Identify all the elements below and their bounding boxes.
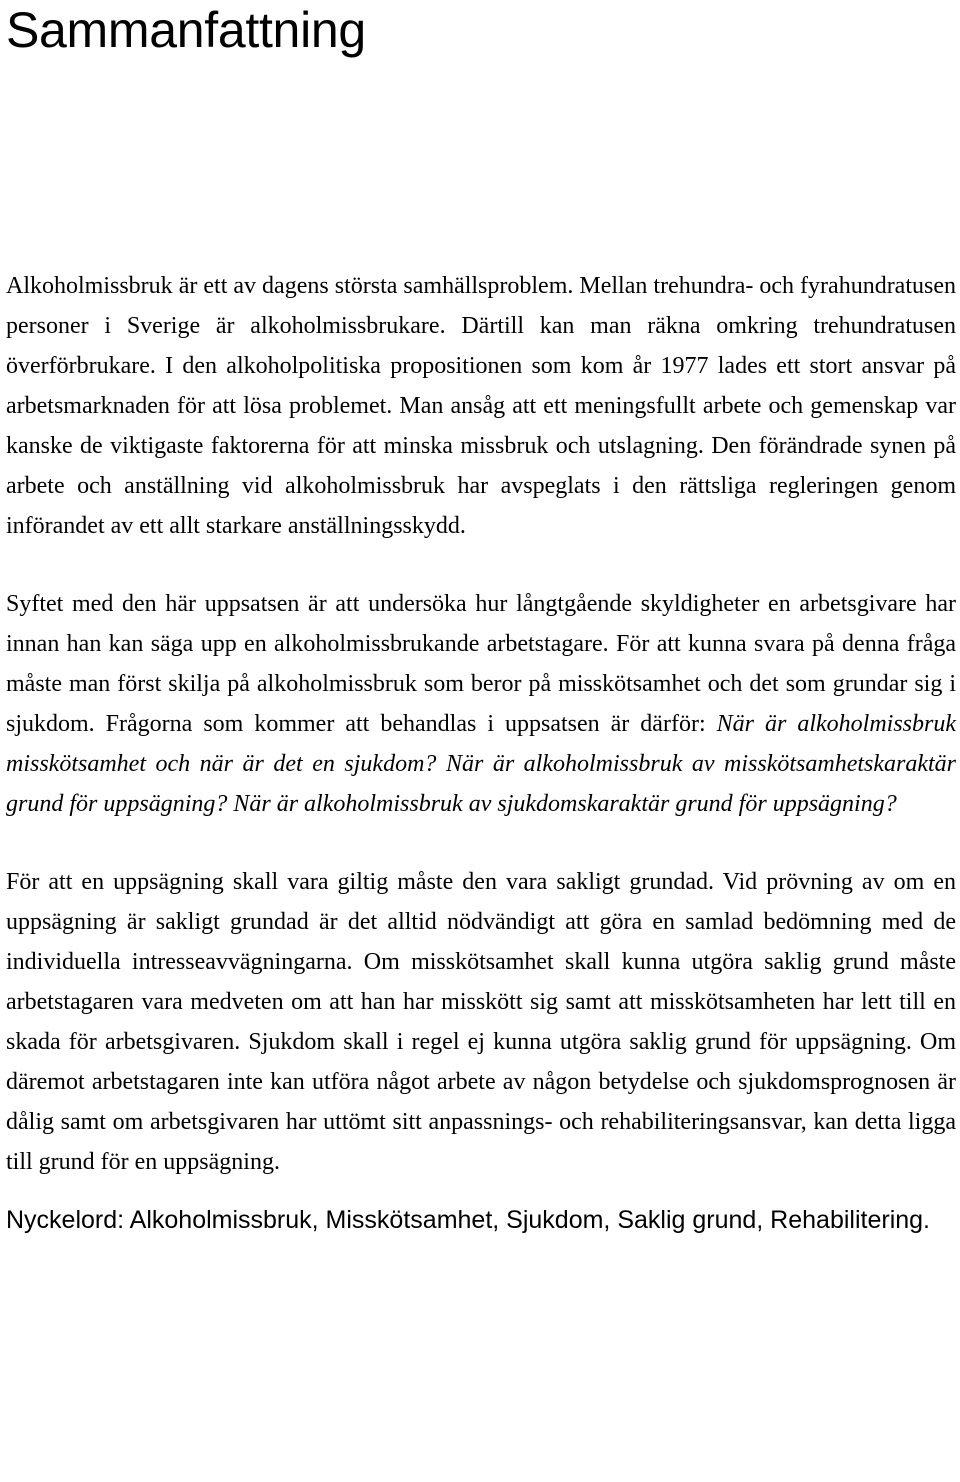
paragraph-purpose <box>6 584 956 824</box>
page-title: Sammanfattning <box>6 2 366 58</box>
research-question-2: När är alkoholmissbruk av misskötsamhetskaraktär grund för uppsägning? <box>6 751 957 817</box>
keywords: Nyckelord: Alkoholmissbruk, Misskötsamhet, Sjukdom, Saklig grund, Rehabilitering. <box>6 1206 930 1234</box>
purpose-text: Syftet med den här uppsatsen är att undersöka hur långtgående skyldigheter en arbetsgivare har innan han kan säga upp en alkoholmissbrukande arbetstagare. För att kunna svara på denna fråga måste man först skilja på alkoholmissbruk som beror på misskötsamhet och det som grundar sig i sjukdom. Frågorna som kommer att behandlas i uppsatsen är därför: <box>6 591 956 737</box>
document-page <box>6 0 956 1238</box>
research-question-1: När är alkoholmissbruk misskötsamhet och när är det en sjukdom? <box>6 711 956 777</box>
research-question-3: När är alkoholmissbruk av sjukdomskaraktär grund för uppsägning? <box>233 791 897 817</box>
paragraph-conclusion: För att en uppsägning skall vara giltig måste den vara sakligt grundad. Vid prövning av om en uppsägning är sakligt grundad är det alltid nödvändigt att göra en samlad bedömning med de individuella intresseavvägningarna. Om misskötsamhet skall kunna utgöra saklig grund måste arbetstagaren vara medveten om att han har misskött sig samt att misskötsamheten har lett till en skada för arbetsgivaren. Sjukdom skall i regel ej kunna utgöra saklig grund för uppsägning. Om däremot arbetstagaren inte kan utföra något arbete av någon betydelse och sjukdomsprognosen är dålig samt om arbetsgivaren har uttömt sitt anpassnings- och rehabiliteringsansvar, kan detta ligga till grund för en uppsägning. <box>6 869 956 1175</box>
paragraph-introduction: Alkoholmissbruk är ett av dagens största samhällsproblem. Mellan trehundra- och fyrahundratusen personer i Sverige är alkoholmissbrukare. Därtill kan man räkna omkring trehundratusen överförbrukare. I den alkoholpolitiska propositionen som kom år 1977 lades ett stort ansvar på arbetsmarknaden för att lösa problemet. Man ansåg att ett meningsfullt arbete och gemenskap var kanske de viktigaste faktorerna för att minska missbruk och utslagning. Den förändrade synen på arbete och anställning vid alkoholmissbruk har avspeglats i den rättsliga regleringen genom införandet av ett allt starkare anställningsskydd. <box>6 273 956 539</box>
